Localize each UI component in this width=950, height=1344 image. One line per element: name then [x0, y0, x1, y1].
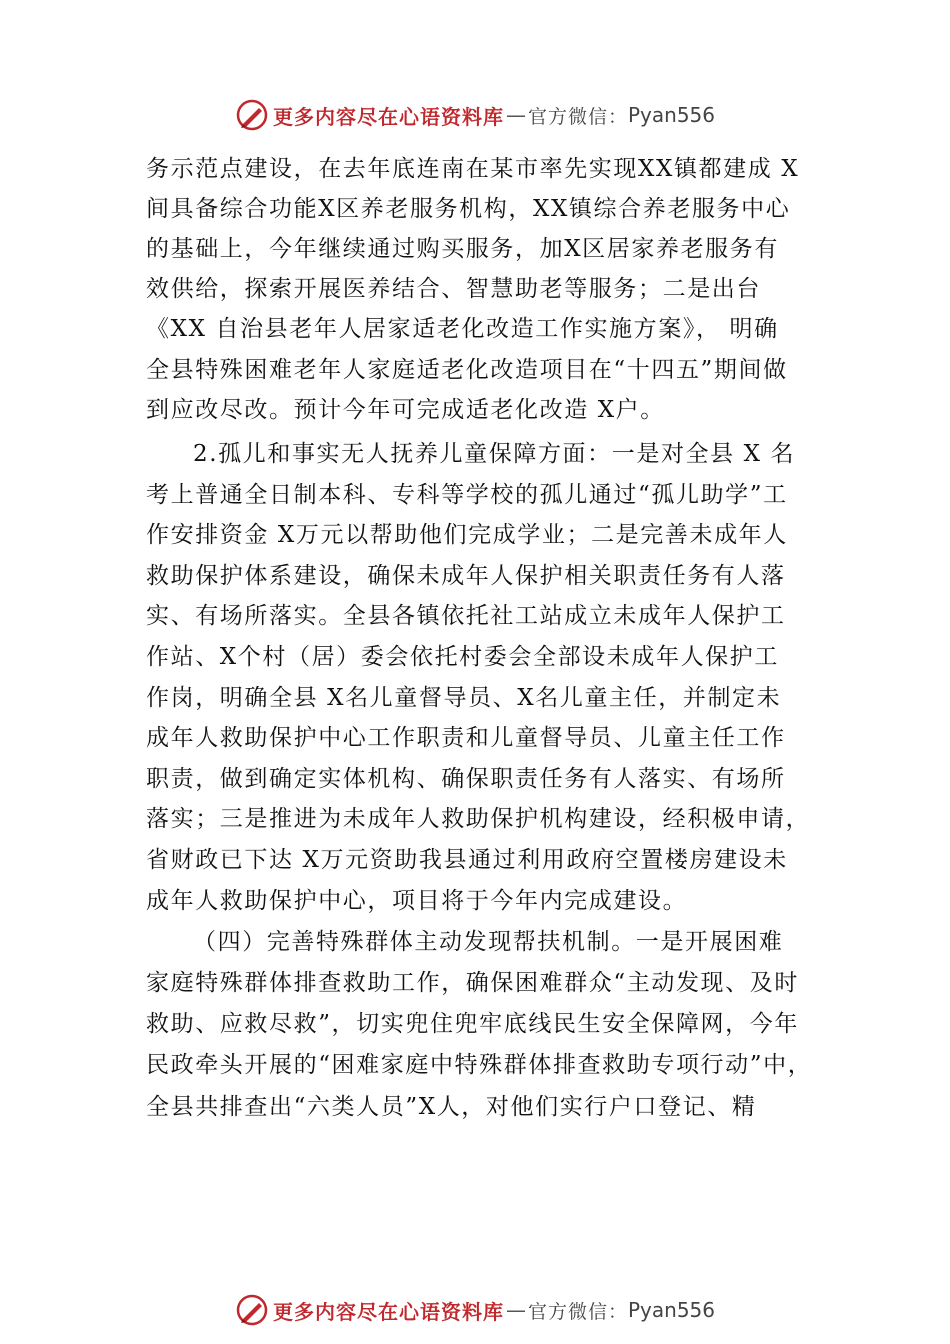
- body-line: 民政牵头开展的“困难家庭中特殊群体排查救助专项行动”中，: [146, 1052, 813, 1078]
- header-wechat-label: 官方微信：: [527, 105, 628, 128]
- body-line: （四）完善特殊群体主动发现帮扶机制。一是开展困难: [193, 929, 784, 955]
- body-line: 落实；三是推进为未成年人救助保护机构建设，经积极申请，: [146, 806, 811, 832]
- body-line: 务示范点建设，在去年底连南在某市率先实现XX镇都建成 X: [146, 156, 800, 182]
- header-banner: [0, 95, 950, 135]
- header-brand: 更多内容尽在心语资料库: [272, 104, 504, 129]
- body-line: 作站、X个村（居）委会依托村委会全部设未成年人保护工: [146, 644, 779, 670]
- body-line: 考上普通全日制本科、专科等学校的孤儿通过“孤儿助学”工: [146, 482, 788, 508]
- body-line: 作安排资金 X万元以帮助他们完成学业；二是完善未成年人: [146, 522, 788, 548]
- body-line: 救助、应救尽救”，切实兜住兜牢底线民生安全保障网，今年: [146, 1011, 799, 1037]
- body-line: 成年人救助保护中心工作职责和儿童督导员、儿童主任工作: [146, 725, 786, 751]
- body-line: 效供给，探索开展医养结合、智慧助老等服务；二是出台: [146, 276, 761, 302]
- body-line: 间具备综合功能X区养老服务机构，XX镇综合养老服务中心: [146, 196, 791, 222]
- footer-brand: 更多内容尽在心语资料库: [272, 1299, 504, 1324]
- body-line: 全县特殊困难老年人家庭适老化改造项目在“十四五”期间做: [146, 357, 788, 383]
- body-line: 的基础上，今年继续通过购买服务，加X区居家养老服务有: [146, 236, 779, 262]
- body-line: 成年人救助保护中心，项目将于今年内完成建设。: [146, 888, 688, 914]
- body-line: 到应改尽改。预计今年可完成适老化改造 X户。: [146, 397, 665, 423]
- body-line: 《XX 自治县老年人居家适老化改造工作实施方案》， 明确: [146, 316, 779, 342]
- body-line: 省财政已下达 X万元资助我县通过利用政府空置楼房建设未: [146, 847, 788, 873]
- body-line: 实、有场所落实。全县各镇依托社工站成立未成年人保护工: [146, 603, 786, 629]
- footer-account: Pyan556: [628, 1298, 716, 1322]
- body-line: 作岗，明确全县 X名儿童督导员、X名儿童主任，并制定未: [146, 685, 782, 711]
- header-account: Pyan556: [628, 103, 716, 127]
- body-line: 2.孤儿和事实无人抚养儿童保障方面：一是对全县 X 名: [193, 441, 796, 467]
- footer-dash: —: [505, 1298, 526, 1322]
- brush-pen-icon: [235, 1293, 269, 1327]
- brush-pen-icon: [235, 98, 269, 132]
- body-line: 全县共排查出“六类人员”X人，对他们实行户口登记、精: [146, 1094, 757, 1120]
- footer-wechat-label: 官方微信：: [527, 1300, 628, 1323]
- body-line: 救助保护体系建设，确保未成年人保护相关职责任务有人落: [146, 563, 786, 589]
- body-line: 职责，做到确定实体机构、确保职责任务有人落实、有场所: [146, 766, 786, 792]
- footer-banner: [0, 1290, 950, 1330]
- body-line: 家庭特殊群体排查救助工作，确保困难群众“主动发现、及时: [146, 970, 799, 996]
- header-dash: —: [505, 103, 526, 127]
